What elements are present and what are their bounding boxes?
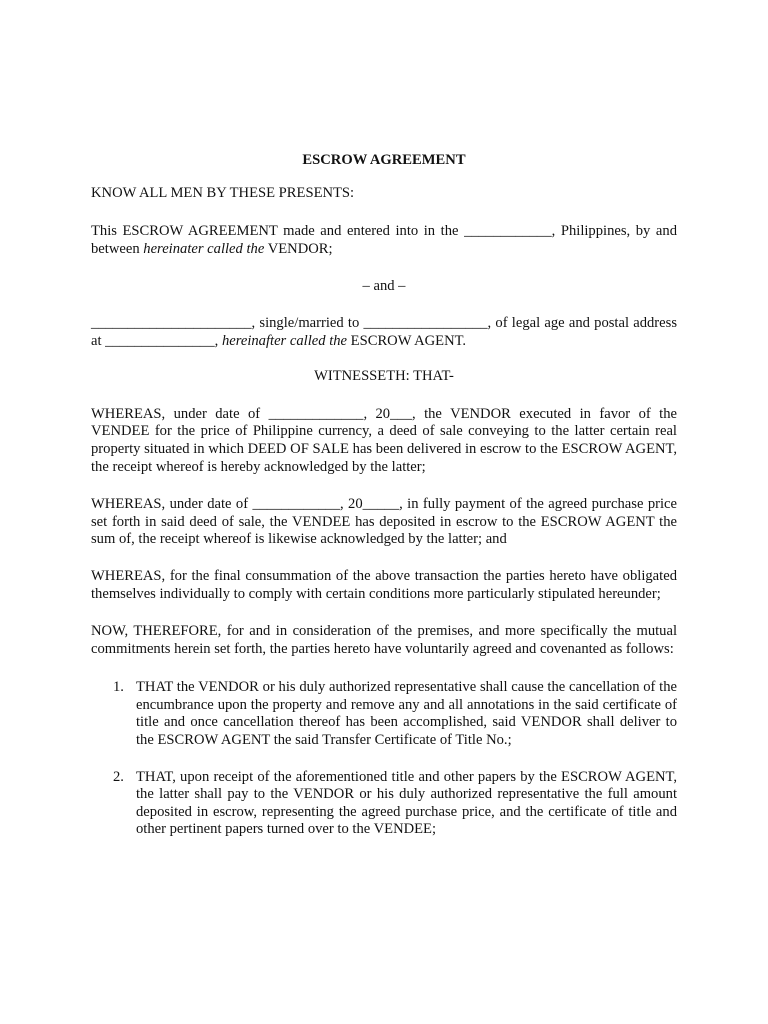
document-title: ESCROW AGREEMENT xyxy=(302,152,466,168)
covenant-item-2 xyxy=(91,769,677,839)
document-page xyxy=(91,152,677,839)
covenant-item-1 xyxy=(91,679,677,749)
escrow-agent-paragraph xyxy=(91,315,677,350)
covenant-number: 1. xyxy=(113,679,124,696)
covenants-list xyxy=(91,679,677,839)
escrow-agent-paragraph-end: ESCROW AGENT. xyxy=(347,332,467,349)
escrow-agent-paragraph-text: ______________________, single/married to _________________, of legal age and postal address at _______________, xyxy=(91,314,677,349)
witnesseth-heading: WITNESSETH: THAT- xyxy=(314,368,454,385)
vendor-paragraph-italic: hereinater called the xyxy=(143,240,265,257)
now-therefore-paragraph: NOW, THEREFORE, for and in consideration of the premises, and more specifically the mutual commitments herein set forth, the parties hereto have voluntarily agreed and covenanted as follows: xyxy=(91,623,677,657)
intro-line: KNOW ALL MEN BY THESE PRESENTS: xyxy=(91,184,355,201)
covenant-text: THAT the VENDOR or his duly authorized representative shall cause the cancellation of the encumbrance upon the property and remove any and all annotations in the said certificate of title and once cancellation thereof has been accomplished, said VENDOR shall deliver to the ESCROW AGENT the said Transfer Certificate of Title No.; xyxy=(136,679,677,749)
covenant-number: 2. xyxy=(113,768,124,785)
and-separator: – and – xyxy=(362,278,406,295)
vendor-paragraph xyxy=(91,223,677,258)
escrow-agent-paragraph-italic: hereinafter called the xyxy=(221,332,348,349)
covenant-text: THAT, upon receipt of the aforementioned title and other papers by the ESCROW AGENT, the latter shall pay to the VENDOR or his duly authorized representative the full amount deposited in escrow, representing the agreed purchase price, and the certificate of title and other pertinent papers turned over to the VENDEE; xyxy=(136,768,677,838)
vendor-paragraph-end: VENDOR; xyxy=(264,240,333,257)
whereas-paragraph-1: WHEREAS, under date of _____________, 20___, the VENDOR executed in favor of the VENDEE for the price of Philippine currency, a deed of sale conveying to the latter certain real property situated in which DEED OF SALE has been delivered in escrow to the ESCROW AGENT, the receipt whereof is hereby acknowledged by the latter; xyxy=(91,405,677,475)
whereas-paragraph-3: WHEREAS, for the final consummation of the above transaction the parties hereto have obligated themselves individually to comply with certain conditions more particularly stipulated hereunder; xyxy=(91,567,677,602)
vendor-paragraph-text: This ESCROW AGREEMENT made and entered into in the ____________, Philippines, by and between xyxy=(91,223,677,257)
whereas-paragraph-2: WHEREAS, under date of ____________, 20_____, in fully payment of the agreed purchase price set forth in said deed of sale, the VENDEE has deposited in escrow to the ESCROW AGENT the sum of, the receipt whereof is likewise acknowledged by the latter; and xyxy=(91,496,677,548)
